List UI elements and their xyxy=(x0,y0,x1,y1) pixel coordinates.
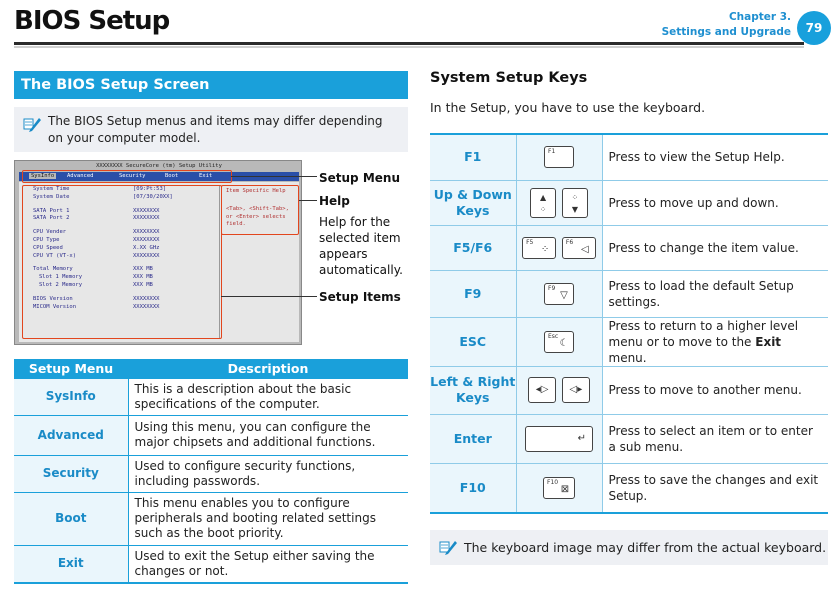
keys-intro: In the Setup, you have to use the keyboard. xyxy=(430,100,706,115)
header-rule-light xyxy=(14,46,804,48)
chapter-label xyxy=(662,10,791,40)
menu-desc: This menu enables you to configure peripherals and booting related settings such as the boot priority. xyxy=(128,492,408,545)
leader-help xyxy=(299,200,317,201)
key-name: Enter xyxy=(430,414,516,463)
menu-name: Exit xyxy=(14,545,128,583)
keys-section-title: System Setup Keys xyxy=(430,70,588,86)
f1-key-icon: F1 xyxy=(544,146,574,168)
bios-item: CPU Speed X.XX GHz xyxy=(33,244,160,251)
key-image xyxy=(516,270,602,317)
bios-item: SATA Port 2 XXXXXXXX xyxy=(33,215,160,222)
key-name: ESC xyxy=(430,317,516,366)
menu-desc: Used to configure security functions, including passwords. xyxy=(128,455,408,492)
key-desc: Press to select an item or to enter a sub menu. xyxy=(602,414,828,463)
note-pencil-icon xyxy=(438,538,458,556)
table-row xyxy=(14,492,408,545)
callout-setup-menu: Setup Menu xyxy=(319,171,400,185)
table-row xyxy=(14,455,408,492)
key-image xyxy=(516,180,602,225)
note-box xyxy=(14,107,408,152)
bios-menu-security: Security xyxy=(119,173,146,179)
key-name: F9 xyxy=(430,270,516,317)
leader-setup-items xyxy=(221,296,317,297)
highlight-setup-items xyxy=(22,185,222,339)
table-row xyxy=(14,545,408,583)
key-image xyxy=(516,366,602,414)
system-keys-table xyxy=(430,133,828,514)
table-row xyxy=(14,378,408,415)
esc-key-icon: Esc ☾ xyxy=(544,331,574,353)
bios-menu-sysinfo: SysInfo xyxy=(31,173,55,179)
bios-item: SATA Port 1 XXXXXXXX xyxy=(33,207,160,214)
bios-help-title: Item Specific Help xyxy=(226,188,286,194)
col-header-description: Description xyxy=(128,359,408,378)
bios-item: BIOS Version XXXXXXXX xyxy=(33,295,160,302)
bios-item: Slot 2 Memory XXX MB xyxy=(39,281,153,288)
bios-item: System Date [07/30/20XX] xyxy=(33,193,173,200)
right-key-icon: ◁▸ xyxy=(562,377,590,403)
header-rule xyxy=(14,42,804,45)
bios-menu-advanced: Advanced xyxy=(67,173,94,179)
bios-item: MICOM Version XXXXXXXX xyxy=(33,303,160,310)
bios-item: CPU VT (VT-x) XXXXXXXX xyxy=(33,252,160,259)
bios-title: XXXXXXXX SecureCore (tm) Setup Utility xyxy=(96,163,222,169)
callout-help-desc: Help for the selected item appears automatically. xyxy=(319,215,403,277)
bios-item: CPU Type XXXXXXXX xyxy=(33,236,160,243)
key-desc: Press to load the default Setup settings. xyxy=(602,270,828,317)
exit-bold-label: Exit xyxy=(755,334,782,349)
key-desc: Press to change the item value. xyxy=(602,225,828,270)
section-title-bar: The BIOS Setup Screen xyxy=(14,71,408,99)
highlight-setup-menu xyxy=(22,170,232,183)
table-row xyxy=(430,270,828,317)
bios-item: Total Memory XXX MB xyxy=(33,266,153,273)
key-desc: Press to view the Setup Help. xyxy=(602,134,828,180)
note-text: The BIOS Setup menus and items may differ depending on your computer model. xyxy=(48,114,383,145)
setup-menu-table xyxy=(14,359,408,584)
menu-name: Advanced xyxy=(14,415,128,455)
key-name: F10 xyxy=(430,463,516,513)
key-name: F1 xyxy=(430,134,516,180)
f6-key-icon: F6 ◁ xyxy=(562,237,596,259)
enter-key-icon: ↵ xyxy=(525,426,593,452)
f9-key-icon: F9 ▽ xyxy=(544,283,574,305)
keyboard-note-box xyxy=(430,530,828,565)
key-image xyxy=(516,317,602,366)
key-name: F5/F6 xyxy=(430,225,516,270)
f5-key-icon: F5 ⁘ xyxy=(522,237,556,259)
key-name: Up & Down Keys xyxy=(430,180,516,225)
table-row xyxy=(430,134,828,180)
down-key-icon: ⁘ ▼ xyxy=(562,188,588,218)
table-row xyxy=(430,414,828,463)
menu-name: Boot xyxy=(14,492,128,545)
bios-item: System Time [09:Pt:53] xyxy=(33,186,167,192)
left-key-icon: ◂▷ xyxy=(528,377,556,403)
key-desc: Press to move to another menu. xyxy=(602,366,828,414)
page-number-badge: 79 xyxy=(797,11,831,45)
callout-help: Help xyxy=(319,194,350,208)
bios-menu-boot: Boot xyxy=(165,173,179,179)
menu-desc: Using this menu, you can configure the major chipsets and additional functions. xyxy=(128,415,408,455)
menu-desc: This is a description about the basic specifications of the computer. xyxy=(128,378,408,415)
table-row xyxy=(430,180,828,225)
table-row xyxy=(430,317,828,366)
callout-setup-items: Setup Items xyxy=(319,290,401,304)
up-key-icon: ▲ ⁘ xyxy=(530,188,556,218)
f10-key-icon: F10 ⊠ xyxy=(543,477,575,499)
menu-name: Security xyxy=(14,455,128,492)
highlight-help xyxy=(221,185,299,235)
key-name: Left & Right Keys xyxy=(430,366,516,414)
page-title: BIOS Setup xyxy=(14,6,170,36)
table-row xyxy=(430,463,828,513)
bios-item: CPU Vender XXXXXXXX xyxy=(33,229,160,236)
key-image xyxy=(516,414,602,463)
chapter-subtitle: Settings and Upgrade xyxy=(661,26,791,38)
bios-help-text: <Tab>, <Shift-Tab>, or <Enter> selects field. xyxy=(226,206,289,227)
table-row xyxy=(430,366,828,414)
key-image xyxy=(516,225,602,270)
bios-menu-exit: Exit xyxy=(199,173,213,179)
key-desc: Press to save the changes and exit Setup. xyxy=(602,463,828,513)
col-header-setup-menu: Setup Menu xyxy=(14,359,128,378)
leader-setup-menu xyxy=(231,176,317,177)
key-desc: Press to return to a higher level menu or to move to the Exit menu. xyxy=(602,317,828,366)
key-image xyxy=(516,134,602,180)
chapter-number: Chapter 3. xyxy=(728,11,791,23)
menu-desc: Used to exit the Setup either saving the changes or not. xyxy=(128,545,408,583)
note-pencil-icon xyxy=(22,115,42,133)
menu-name: SysInfo xyxy=(14,378,128,415)
key-image xyxy=(516,463,602,513)
table-row xyxy=(430,225,828,270)
key-desc: Press to move up and down. xyxy=(602,180,828,225)
keyboard-note-text: The keyboard image may differ from the actual keyboard. xyxy=(464,540,827,555)
table-row xyxy=(14,415,408,455)
bios-screenshot xyxy=(14,160,302,345)
table-header-row xyxy=(14,359,408,378)
bios-item: Slot 1 Memory XXX MB xyxy=(39,274,153,281)
